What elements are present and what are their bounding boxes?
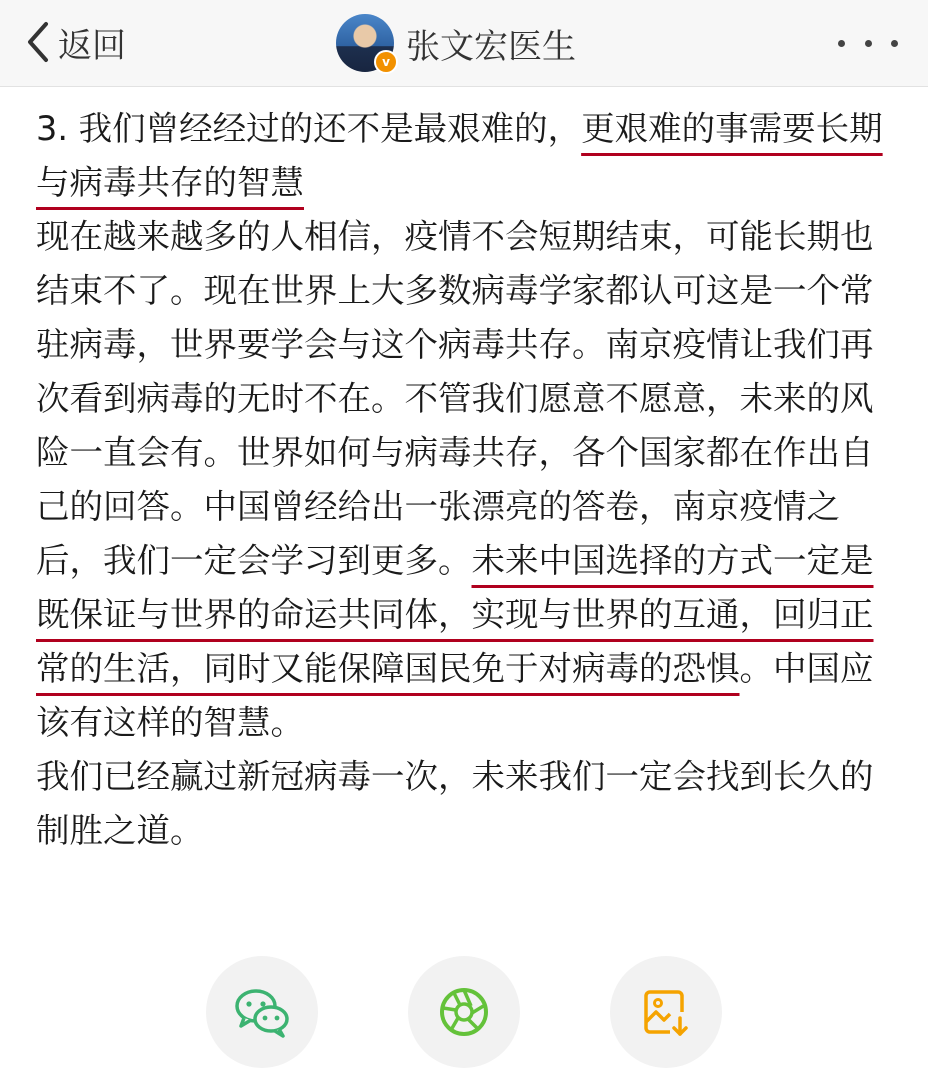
paragraph-1 [36, 102, 896, 210]
wechat-icon [232, 982, 292, 1042]
more-horizontal-icon [838, 40, 845, 47]
highlighted-text: 更艰难的事需要长期与病毒共存的智慧 [36, 109, 883, 202]
highlighted-text: 未来中国选择的方式一定是既保证与世界的命运共同体，实现与世界的互通，回归正常的生活，同时又能保障国民免于对病毒的恐惧 [36, 541, 874, 688]
more-button[interactable] [838, 26, 898, 60]
author-name[interactable]: 张文宏医生 [406, 26, 576, 67]
share-wechat-button[interactable] [206, 956, 318, 1068]
article-body [36, 102, 896, 858]
avatar[interactable] [336, 14, 394, 72]
chevron-left-icon [24, 20, 52, 64]
paragraph-text: 。中国应该有这样的智慧。 [36, 649, 874, 742]
paragraph-text: 3. 我们曾经经过的还不是最艰难的， [36, 109, 582, 148]
share-moments-button[interactable] [408, 956, 520, 1068]
share-bar [0, 956, 928, 1066]
moments-icon [434, 982, 494, 1042]
author-info[interactable] [336, 8, 576, 78]
back-label: 返回 [58, 25, 126, 66]
save-image-icon [636, 982, 696, 1042]
paragraph-2 [36, 210, 896, 750]
save-image-button[interactable] [610, 956, 722, 1068]
more-dot [891, 40, 898, 47]
back-button[interactable] [24, 12, 126, 72]
paragraph-text: 现在越来越多的人相信，疫情不会短期结束，可能长期也结束不了。现在世界上大多数病毒学家都认可这是一个常驻病毒，世界要学会与这个病毒共存。南京疫情让我们再次看到病毒的无时不在。不管我们愿意不愿意，未来的风险一直会有。世界如何与病毒共存，各个国家都在作出自己的回答。中国曾经给出一张漂亮的答卷，南京疫情之后，我们一定会学习到更多。 [36, 217, 874, 580]
top-nav-bar [0, 0, 928, 87]
more-dot [865, 40, 872, 47]
verified-badge: v [374, 50, 398, 74]
paragraph-3: 我们已经赢过新冠病毒一次，未来我们一定会找到长久的制胜之道。 [36, 757, 874, 850]
